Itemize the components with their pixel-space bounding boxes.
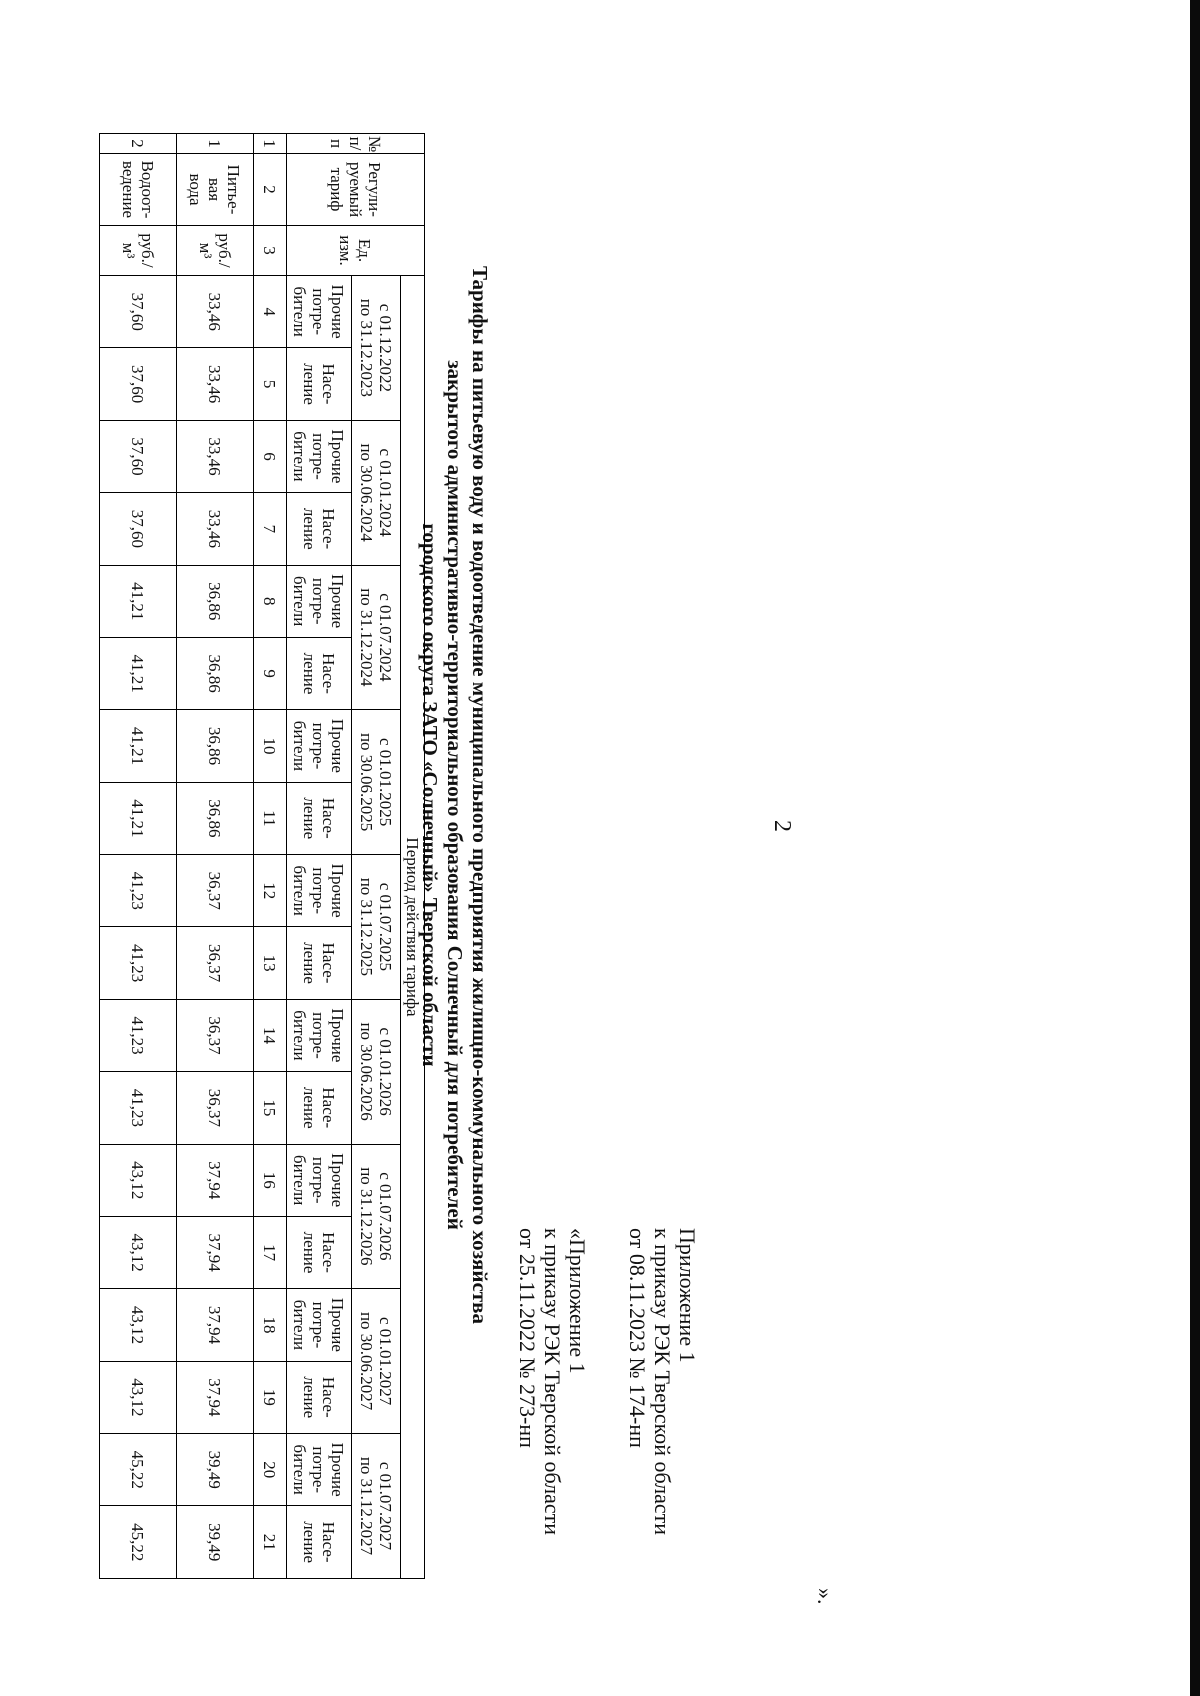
column-number-cell: 16	[254, 1144, 287, 1216]
appendix-reference-old	[515, 1228, 590, 1535]
tariff-value-cell: 37,94	[177, 1361, 254, 1433]
tariff-value-cell: 43,12	[100, 1289, 177, 1361]
tariff-value-cell: 36,86	[177, 782, 254, 854]
tariff-value-cell: 36,37	[177, 927, 254, 999]
row-unit-cell: руб./ м³	[100, 226, 177, 276]
column-number-cell: 3	[254, 226, 287, 276]
row-tariff-name: Водоот- ведение	[100, 154, 177, 226]
column-number-cell: 9	[254, 637, 287, 709]
col-number-header: № п/ п	[287, 134, 425, 154]
tariff-value-cell: 36,37	[177, 1072, 254, 1144]
subheader-other-consumers: Прочие потре- бители	[287, 855, 352, 927]
subheader-other-consumers: Прочие потре- бители	[287, 1144, 352, 1216]
row-tariff-name: Питье- вая вода	[177, 154, 254, 226]
period-header-cell: с 01.07.2024 по 31.12.2024	[352, 565, 401, 710]
tariff-value-cell: 37,94	[177, 1144, 254, 1216]
period-header-cell: с 01.07.2027 по 31.12.2027	[352, 1434, 401, 1579]
column-number-cell: 4	[254, 276, 287, 348]
column-number-cell: 13	[254, 927, 287, 999]
document-title	[417, 60, 492, 1530]
tariff-value-cell: 39,49	[177, 1434, 254, 1506]
tariff-value-cell: 37,60	[100, 348, 177, 420]
row-number-cell: 2	[100, 134, 177, 154]
title-line: закрытого административно-территориального образования Солнечный для потребителей	[443, 360, 467, 1230]
subheader-population: Насе- ление	[287, 927, 352, 999]
subheader-other-consumers: Прочие потре- бители	[287, 565, 352, 637]
tariff-value-cell: 41,21	[100, 565, 177, 637]
subheader-population: Насе- ление	[287, 1361, 352, 1433]
column-number-cell: 11	[254, 782, 287, 854]
period-header-cell: с 01.01.2024 по 30.06.2024	[352, 420, 401, 565]
table-row	[100, 134, 177, 1579]
tariff-value-cell: 33,46	[177, 348, 254, 420]
tariff-value-cell: 43,12	[100, 1216, 177, 1288]
tariff-value-cell: 41,21	[100, 637, 177, 709]
appendix-line: «Приложение 1	[565, 1228, 590, 1374]
subheader-population: Насе- ление	[287, 1072, 352, 1144]
tariff-value-cell: 45,22	[100, 1434, 177, 1506]
column-number-cell: 15	[254, 1072, 287, 1144]
period-header-cell: с 01.07.2025 по 31.12.2025	[352, 855, 401, 1000]
column-number-cell: 20	[254, 1434, 287, 1506]
column-number-cell: 8	[254, 565, 287, 637]
subheader-other-consumers: Прочие потре- бители	[287, 1289, 352, 1361]
subheader-population: Насе- ление	[287, 1506, 352, 1579]
subheader-other-consumers: Прочие потре- бители	[287, 1434, 352, 1506]
subheader-population: Насе- ление	[287, 637, 352, 709]
subheader-other-consumers: Прочие потре- бители	[287, 710, 352, 782]
col-tariff-header: Регули- руемый тариф	[287, 154, 425, 226]
column-number-cell: 21	[254, 1506, 287, 1579]
tariff-value-cell: 36,86	[177, 637, 254, 709]
tariff-value-cell: 37,94	[177, 1289, 254, 1361]
column-number-cell: 10	[254, 710, 287, 782]
column-number-cell: 2	[254, 154, 287, 226]
tariff-value-cell: 33,46	[177, 420, 254, 492]
tariff-value-cell: 45,22	[100, 1506, 177, 1579]
tariff-value-cell: 39,49	[177, 1506, 254, 1579]
subheader-row	[287, 134, 352, 1579]
appendix-line: к приказу РЭК Тверской области	[650, 1228, 675, 1536]
tariff-value-cell: 37,60	[100, 420, 177, 492]
appendix-line: к приказу РЭК Тверской области	[540, 1228, 565, 1536]
subheader-population: Насе- ление	[287, 493, 352, 565]
row-unit-cell: руб./ м³	[177, 226, 254, 276]
period-header-cell: с 01.01.2025 по 30.06.2025	[352, 710, 401, 855]
appendix-line: Приложение 1	[675, 1228, 700, 1363]
period-header-cell: с 01.01.2027 по 30.06.2027	[352, 1289, 401, 1434]
tariff-value-cell: 37,60	[100, 276, 177, 348]
column-number-cell: 18	[254, 1289, 287, 1361]
column-number-cell: 5	[254, 348, 287, 420]
appendix-line: от 08.11.2023 № 174-нп	[625, 1228, 650, 1448]
tariff-value-cell: 43,12	[100, 1361, 177, 1433]
tariff-value-cell: 41,21	[100, 710, 177, 782]
period-header-cell: с 01.01.2026 по 30.06.2026	[352, 999, 401, 1144]
tariff-value-cell: 41,21	[100, 782, 177, 854]
title-line: городского округа ЗАТО «Солнечный» Тверской области	[418, 523, 442, 1067]
tariff-value-cell: 37,60	[100, 493, 177, 565]
tariff-value-cell: 41,23	[100, 999, 177, 1071]
column-number-cell: 14	[254, 999, 287, 1071]
column-number-cell: 7	[254, 493, 287, 565]
tariff-value-cell: 33,46	[177, 493, 254, 565]
column-number-cell: 19	[254, 1361, 287, 1433]
subheader-other-consumers: Прочие потре- бители	[287, 999, 352, 1071]
period-header-cell: с 01.12.2022 по 31.12.2023	[352, 276, 401, 421]
page-number: 2	[769, 820, 795, 832]
subheader-population: Насе- ление	[287, 1216, 352, 1288]
table-row	[177, 134, 254, 1579]
tariff-value-cell: 43,12	[100, 1144, 177, 1216]
subheader-other-consumers: Прочие потре- бители	[287, 420, 352, 492]
col-unit-header: Ед. изм.	[287, 226, 425, 276]
tariff-value-cell: 41,23	[100, 927, 177, 999]
column-number-cell: 12	[254, 855, 287, 927]
period-header: Период действия тарифа	[401, 276, 425, 1579]
table-header-row	[401, 134, 425, 1579]
period-header-cell: с 01.07.2026 по 31.12.2026	[352, 1144, 401, 1289]
row-number-cell: 1	[177, 134, 254, 154]
subheader-population: Насе- ление	[287, 782, 352, 854]
column-number-row	[254, 134, 287, 1579]
column-number-cell: 17	[254, 1216, 287, 1288]
tariff-value-cell: 36,37	[177, 855, 254, 927]
tariff-value-cell: 36,86	[177, 565, 254, 637]
title-line: Тарифы на питьевую воду и водоотведение муниципального предприятия жилищно-коммунального хозяйства	[468, 266, 492, 1324]
tariff-value-cell: 36,37	[177, 999, 254, 1071]
tariff-value-cell: 37,94	[177, 1216, 254, 1288]
tariff-value-cell: 33,46	[177, 276, 254, 348]
subheader-other-consumers: Прочие потре- бители	[287, 276, 352, 348]
period-row	[352, 134, 401, 1579]
tariff-value-cell: 41,23	[100, 1072, 177, 1144]
appendix-reference-new	[625, 1228, 700, 1535]
subheader-population: Насе- ление	[287, 348, 352, 420]
tariff-value-cell: 41,23	[100, 855, 177, 927]
tariff-value-cell: 36,86	[177, 710, 254, 782]
tariff-table	[99, 133, 425, 1579]
closing-quote: ».	[813, 1588, 838, 1605]
column-number-cell: 6	[254, 420, 287, 492]
column-number-cell: 1	[254, 134, 287, 154]
appendix-line: от 25.11.2022 № 273-нп	[515, 1228, 540, 1448]
